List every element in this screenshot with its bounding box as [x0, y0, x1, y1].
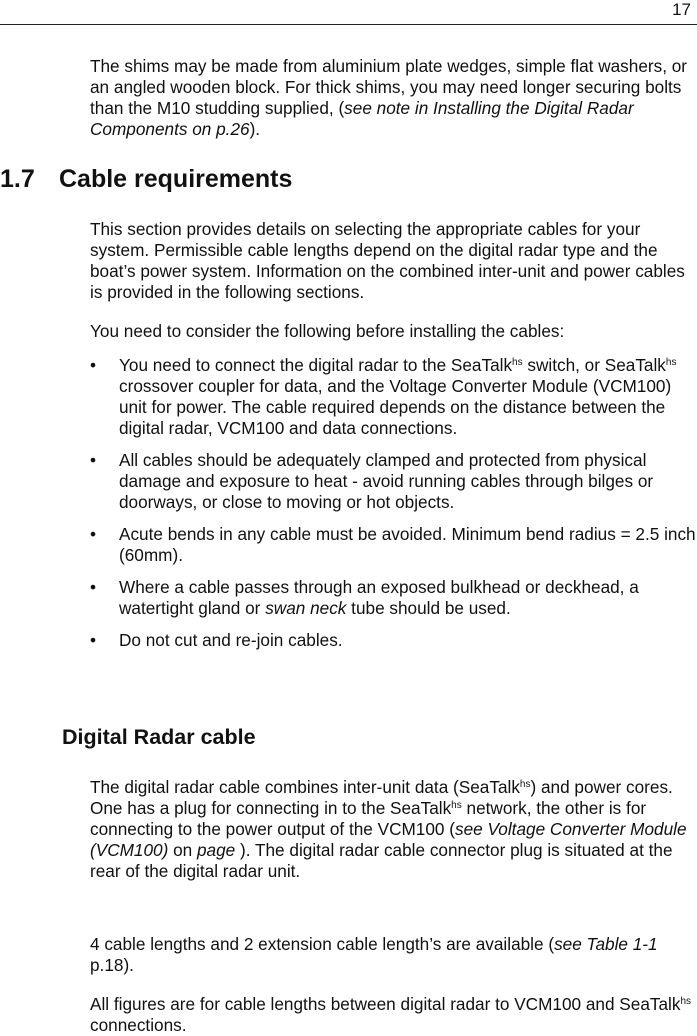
section-number: 1.7	[0, 165, 35, 193]
bullet-icon: •	[90, 630, 97, 650]
list-item: • All cables should be adequately clamped and protected from physical damage and exposure to heat - avoid running cables through bilges or doorways, or close to moving or hot objects.	[90, 450, 654, 512]
cross-reference-link[interactable]: see note in Installing the Digital Radar Components on p.26	[90, 98, 634, 139]
section-intro-list-lead: You need to consider the following before installing the cables:	[90, 321, 565, 341]
bullet-icon: •	[90, 450, 97, 470]
table-link[interactable]: see Table 1-1	[554, 934, 658, 954]
list-item: • Where a cable passes through an exposed bulkhead or deckhead, a watertight gland or swan neck tube should be used.	[90, 577, 639, 618]
bullet-icon: •	[90, 524, 97, 544]
section-heading	[0, 164, 292, 194]
list-item: • Acute bends in any cable must be avoided. Minimum bend radius = 2.5 inch (60mm).	[90, 524, 696, 565]
vcm100-link[interactable]: see Voltage Converter Module (VCM100)	[90, 819, 687, 860]
page-number: 17	[672, 0, 691, 19]
bullet-icon: •	[90, 577, 97, 597]
page-link[interactable]: page	[197, 840, 236, 860]
section-title: Cable requirements	[59, 165, 293, 193]
subsection-heading: Digital Radar cable	[62, 725, 256, 749]
section-paragraph: This section provides details on selecting the appropriate cables for your system. Permissible cable lengths depend on the digital radar type and the boat’s power system. Information on the combined inter-unit and power cables is provided in the following sections.	[90, 219, 685, 302]
list-item: • Do not cut and re-join cables.	[90, 630, 343, 650]
requirements-list	[90, 355, 697, 651]
cable-lengths-paragraph: 4 cable lengths and 2 extension cable length’s are available (see Table 1-1 p.18).	[90, 934, 658, 975]
intro-paragraph: The shims may be made from aluminium plate wedges, simple flat washers, or an angled wooden block. For thick shims, you may need longer securing bolts than the M10 studding supplied, (see note in Installing the Digital Radar Components on p.26).	[90, 56, 688, 139]
figures-paragraph: All figures are for cable lengths between digital radar to VCM100 and SeaTalk$^{hs}$ connections.	[90, 994, 692, 1035]
cable-paragraph: The digital radar cable combines inter-unit data (SeaTalk$^{hs}$) and power cores. One has a plug for connecting in to the SeaTalk$^{hs}$ network, the other is for connecting to the power output of the VCM100 (see Voltage Converter Module (VCM100) on page ). The digital radar cable connector plug is situated at the rear of the digital radar unit.	[90, 777, 687, 881]
list-item: • You need to connect the digital radar to the SeaTalk$^{hs}$ switch, or SeaTalk$^{hs}$ crossover coupler for data, and the Voltage Converter Module (VCM100) unit for power. The cable required depends on the distance between the digital radar, VCM100 and data connections.	[90, 355, 677, 438]
header-rule	[0, 24, 697, 25]
bullet-icon: •	[90, 355, 97, 375]
